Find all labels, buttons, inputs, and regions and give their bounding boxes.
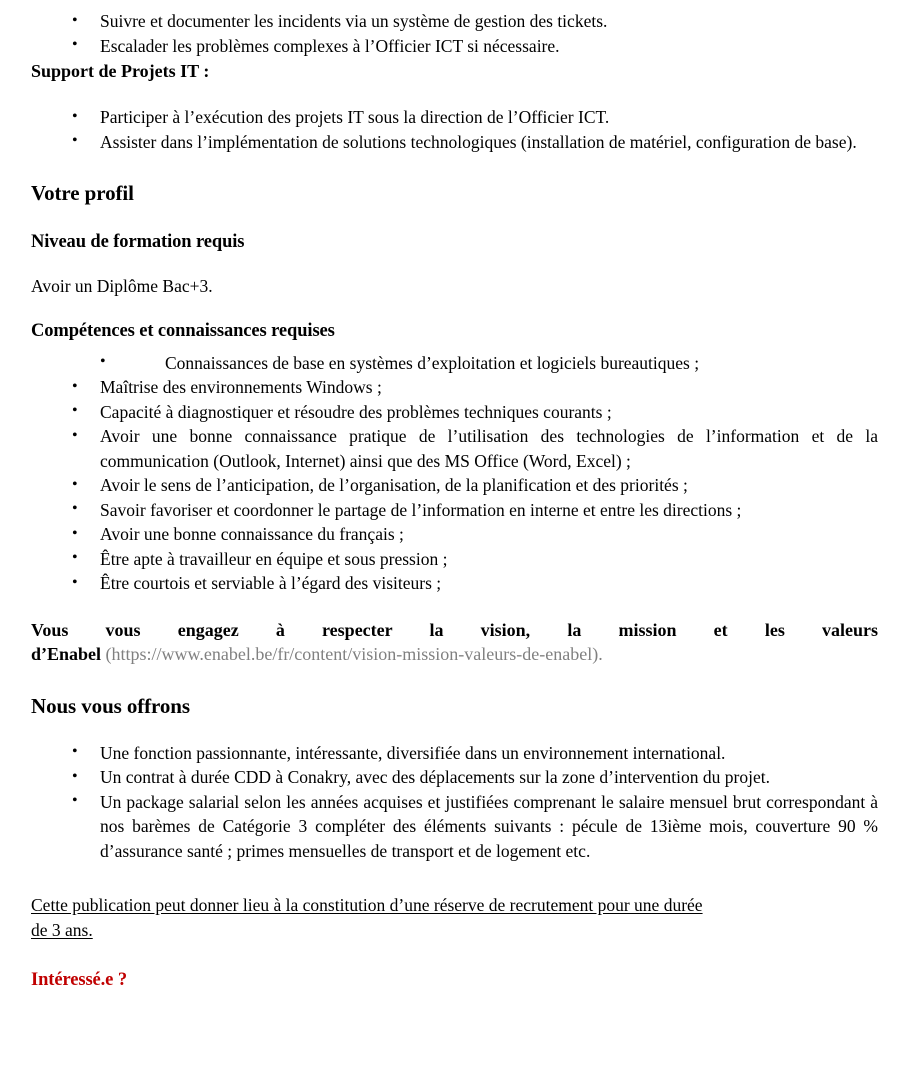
spacer — [31, 942, 878, 968]
list-item — [31, 765, 878, 790]
spacer — [31, 206, 878, 230]
list-item — [31, 424, 878, 473]
heading-competences-et-connaissances-requises: Compétences et connaissances requises — [31, 320, 335, 341]
list-item-text: Escalader les problèmes complexes à l’Officier ICT si nécessaire. — [100, 35, 560, 56]
list-item — [31, 105, 878, 130]
list-item-text: Connaissances de base en systèmes d’exploitation et logiciels bureautiques ; — [165, 352, 700, 373]
list-item — [31, 571, 878, 596]
enabel-values-link[interactable]: (https://www.enabel.be/fr/content/vision-mission-valeurs-de-enabel). — [105, 644, 603, 664]
support-projets-bullet-list — [31, 105, 878, 154]
spacer — [31, 596, 878, 618]
engagement-paragraph — [31, 618, 878, 667]
spacer — [31, 154, 878, 180]
spacer — [31, 863, 878, 893]
top-bullet-list — [31, 9, 878, 58]
list-item — [31, 498, 878, 523]
reserve-notice-line-1: Cette publication peut donner lieu à la constitution d’une réserve de recrutement pour une durée — [31, 895, 703, 915]
list-item-text: Être apte à travailleur en équipe et sous pression ; — [100, 548, 448, 569]
list-item-text: Avoir le sens de l’anticipation, de l’organisation, de la planification et des priorités ; — [100, 475, 688, 495]
spacer — [31, 343, 878, 351]
heading-niveau-de-formation-requis: Niveau de formation requis — [31, 232, 245, 252]
formation-text: Avoir un Diplôme Bac+3. — [31, 276, 213, 296]
engagement-last-line — [31, 642, 878, 667]
list-item-text: Maîtrise des environnements Windows ; — [100, 377, 382, 397]
list-item — [31, 351, 878, 376]
list-item-text: Assister dans l’implémentation de solutions technologiques (installation de matériel, configuration de base). — [100, 131, 857, 152]
list-item — [31, 547, 878, 572]
list-item-text: Suivre et documenter les incidents via un système de gestion des tickets. — [100, 11, 608, 31]
list-item — [31, 741, 878, 766]
list-item — [31, 790, 878, 864]
list-item-text: Être courtois et serviable à l’égard des visiteurs ; — [100, 573, 442, 593]
spacer — [31, 299, 878, 319]
spacer — [31, 667, 878, 693]
list-item — [31, 130, 878, 155]
list-item-text: Un contrat à durée CDD à Conakry, avec des déplacements sur la zone d’intervention du projet. — [100, 767, 770, 787]
list-item-text: Une fonction passionnante, intéressante, diversifiée dans un environnement international. — [100, 742, 726, 763]
list-item — [31, 375, 878, 400]
list-item — [31, 473, 878, 498]
engagement-bold-line-1: Vous vous engagez à respecter la vision, la mission et les valeurs — [31, 619, 878, 640]
list-item — [31, 400, 878, 425]
list-item-text: Un package salarial selon les années acquises et justifiées comprenant le salaire mensuel brut correspondant à nos barèmes de Catégorie 3 compléter des éléments suivants : pécule de 13ième mois, couverture 90 % d’assurance santé ; primes mensuelles de transport et de logement etc. — [100, 791, 878, 861]
list-item-text: Participer à l’exécution des projets IT sous la direction de l’Officier ICT. — [100, 107, 610, 127]
spacer — [31, 719, 878, 741]
list-item — [31, 34, 878, 59]
offrons-bullet-list — [31, 741, 878, 864]
engagement-bold-line-2: d’Enabel — [31, 644, 102, 664]
subheading-support-projets-it: Support de Projets IT : — [31, 61, 210, 81]
heading-nous-vous-offrons: Nous vous offrons — [31, 693, 190, 718]
list-item — [31, 9, 878, 34]
list-item-text: Capacité à diagnostiquer et résoudre des problèmes techniques courants ; — [100, 401, 612, 422]
top-spacer — [31, 0, 878, 9]
competences-bullet-list — [31, 351, 878, 596]
heading-votre-profil: Votre profil — [31, 181, 134, 205]
list-item-text: Savoir favoriser et coordonner le partage de l’information en interne et entre les directions ; — [100, 499, 742, 520]
call-to-action-interesse: Intéressé.e ? — [31, 970, 127, 990]
spacer — [31, 254, 878, 274]
list-item-text: Avoir une bonne connaissance du français ; — [100, 524, 404, 544]
list-item-text: Avoir une bonne connaissance pratique de l’utilisation des technologies de l’information et de la communication (Outlook, Internet) ainsi que des MS Office (Word, Excel) ; — [100, 426, 878, 471]
reserve-notice-line-2: de 3 ans. — [31, 919, 93, 940]
reserve-notice — [31, 893, 878, 942]
list-item — [31, 522, 878, 547]
spacer — [31, 83, 878, 105]
